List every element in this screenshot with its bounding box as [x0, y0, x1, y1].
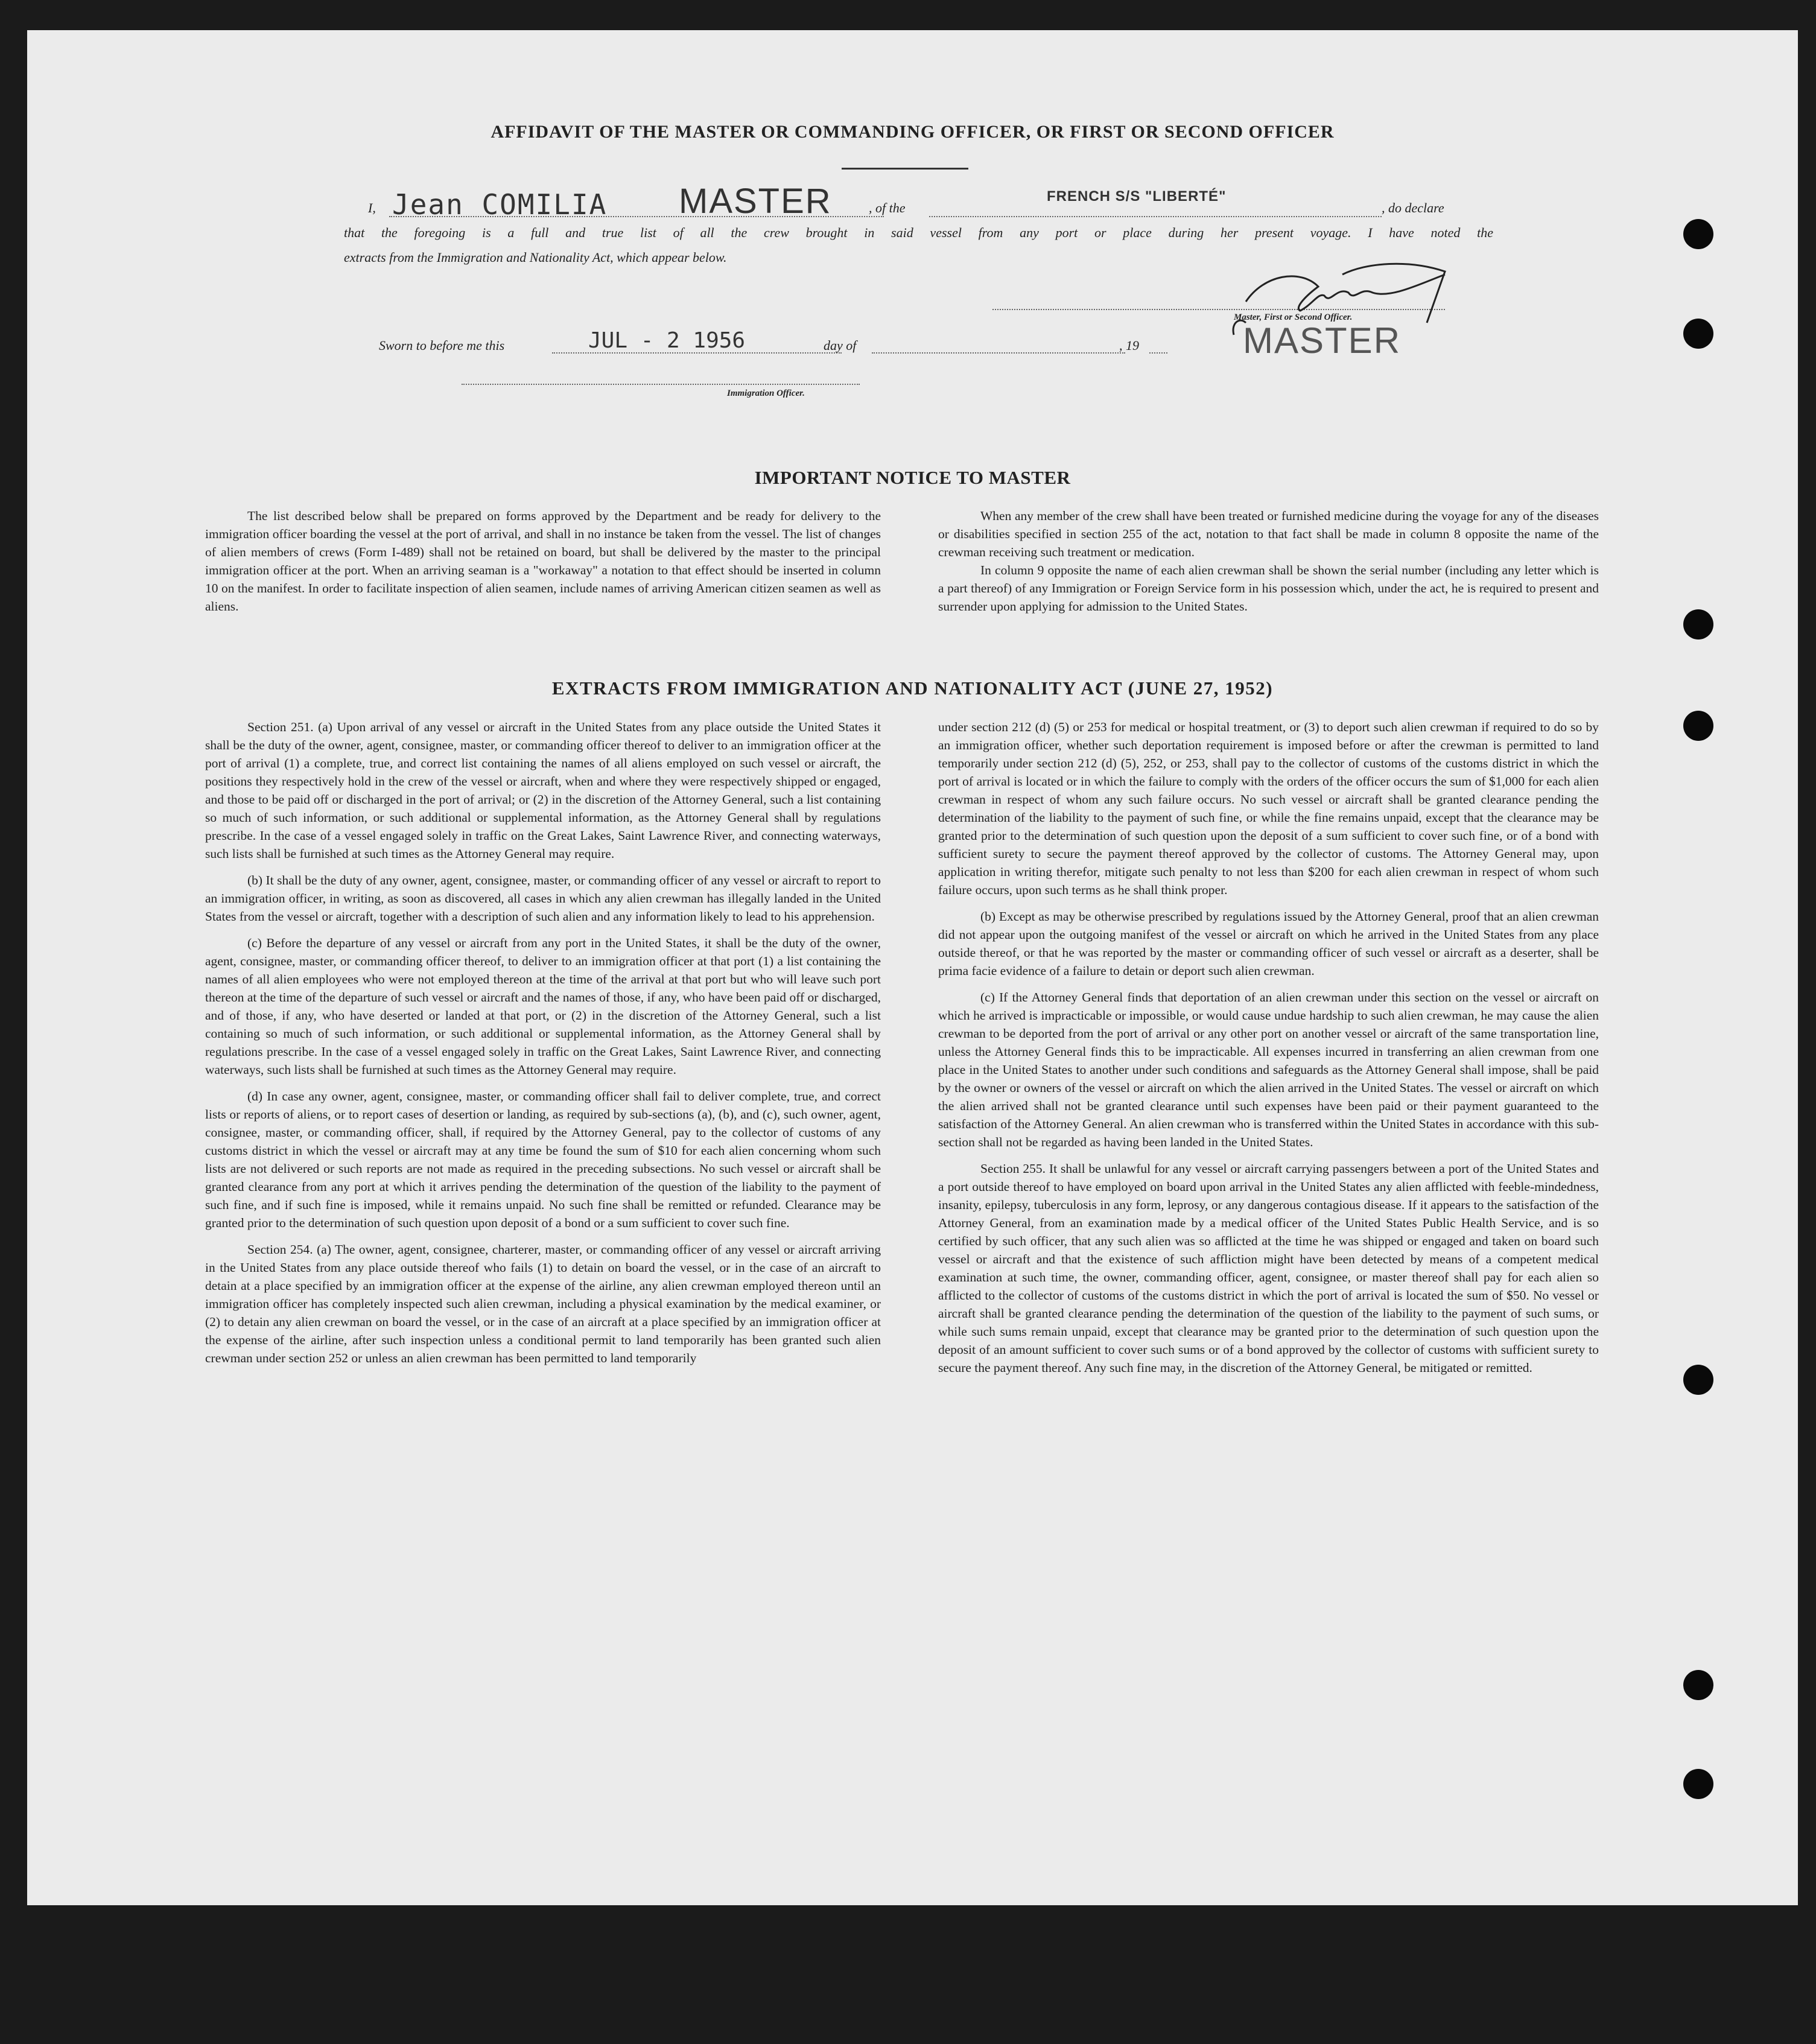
punch-hole [1683, 1769, 1713, 1799]
document-page [27, 30, 1798, 1905]
punch-hole [1683, 1670, 1713, 1700]
vessel-line [929, 216, 1382, 217]
master-stamp: MASTER [1243, 320, 1402, 361]
notice-paragraph: The list described below shall be prepared on forms approved by the Department and be ready for delivery to the immigration officer boarding the vessel at the port of arrival, and shall in no instance be taken from the vessel. The list of changes of alien members of crews (Form I-489) shall not be retained on board, but shall be delivered by the master to the principal immigration officer at the port. When an arriving seaman is a "workaway" a notation to that effect should be inserted in column 10 on the manifest. In order to facilitate inspection of alien seamen, include names of arriving American citizen seamen as well as aliens. [205, 509, 881, 614]
rank-stamp: MASTER [679, 182, 832, 221]
section-254-b: (b) Except as may be otherwise prescribed by regulations issued by the Attorney General, proof that an alien crewman did not appear upon the outgoing manifest of the vessel or aircraft on which he arrived in the United States from any place outside thereof, or that he was reported by the master or commanding officer of such vessel or aircraft as a deserter, shall be prima facie evidence of a failure to detain or deport such alien crewman. [938, 909, 1599, 978]
extracts-left-column [205, 718, 881, 1376]
section-254-a: Section 254. (a) The owner, agent, consignee, charterer, master, or commanding officer of any vessel or aircraft arriving in the United States from any place outside thereof who fails (1) to detain on board the vessel, or in the case of an aircraft to detain at a place specified by an immigration officer at the expense of the airline, any alien crewman employed thereon until an immigration officer has completely inspected such alien crewman, including a physical examination by the medical examiner, or (2) to detain any alien crewman on board the vessel, or in the case of an aircraft at a place specified by an immigration officer at the expense of the airline, after such inspection unless a conditional permit to land temporarily has been granted such alien crewman under section 252 or unless an alien crewman has been permitted to land temporarily [205, 1242, 881, 1365]
officer-caption: Immigration Officer. [727, 389, 805, 398]
sworn-label: Sworn to before me this [379, 338, 505, 353]
of-the-text: , of the [869, 200, 906, 215]
section-254-c: (c) If the Attorney General finds that deportation of an alien crewman under this section on the vessel or aircraft on which he arrived is impracticable or impossible, or would cause undue hardship to such alien crewman, he may cause the alien crewman to be deported from the port of arrival or any other port on another vessel or aircraft of the same transportation line, unless the Attorney General finds this to be impracticable. All expenses incurred in transferring an alien crewman from one place in the United States to another under such conditions and safeguards as the Attorney General shall impose, shall be paid by the owner or owners of the vessel or aircraft on which the alien arrived in the United States. The vessel or aircraft on which the alien arrived shall not be granted clearance until such expenses have been paid or their payment guaranteed to the satisfaction of the Attorney General. An alien crewman who is transferred within the United States in accordance with this sub-section shall not be regarded as having been landed in the United States. [938, 990, 1599, 1149]
sworn-date-stamp: JUL - 2 1956 [588, 328, 746, 353]
notice-paragraph: When any member of the crew shall have been treated or furnished medicine during the voyage for any of the diseases or disabilities specified in section 255 of the act, notation to that fact shall be made in column 8 opposite the name of the crewman receiving such treatment or medication. [938, 509, 1599, 559]
i-prefix: I, [368, 200, 376, 215]
notice-paragraph: In column 9 opposite the name of each alien crewman shall be shown the serial number (including any letter which is a part thereof) of any Immigration or Foreign Service form in his possession which, under the act, he is required to present and surrender upon applying for admission to the United States. [938, 563, 1599, 614]
month-line [872, 352, 1125, 354]
title-rule [842, 168, 968, 170]
section-251-b: (b) It shall be the duty of any owner, agent, consignee, master, or commanding officer of any vessel or aircraft to report to an immigration officer, in writing, as soon as discovered, all cases in which any alien crewman has illegally landed in the United States from the vessel or aircraft, together with a description of such alien and any information likely to lead to his apprehension. [205, 873, 881, 924]
extracts-title: EXTRACTS FROM IMMIGRATION AND NATIONALITY ACT (JUNE 27, 1952) [551, 678, 1274, 699]
vessel-name-stamp: FRENCH S/S "LIBERTÉ" [1047, 188, 1227, 205]
extracts-right-column [938, 718, 1599, 1385]
punch-hole [1683, 319, 1713, 349]
year-prefix: , 19 [1119, 338, 1139, 353]
notice-right-column [938, 507, 1599, 624]
master-caption: Master, First or Second Officer. [1234, 313, 1353, 322]
day-of-text: day of [824, 338, 857, 353]
punch-hole [1683, 219, 1713, 249]
do-declare-text: , do declare [1382, 200, 1444, 215]
punch-hole [1683, 609, 1713, 640]
section-251-d: (d) In case any owner, agent, consignee, master, or commanding officer shall fail to deliver complete, true, and correct lists or reports of aliens, or to report cases of desertion or landing, as required by sub-sections (a), (b), and (c), such owner, agent, consignee, master, or commanding officer, shall, if required by the Attorney General, pay to the collector of customs of any customs district in which the vessel or aircraft may at any time be found the sum of $10 for each alien concerning whom such lists are not delivered or such reports are not made as required in the preceding subsections. No such vessel or aircraft shall be granted clearance from any port at which it arrives pending the determination of the question of the liability to the payment of such fine, and if such fine is imposed, while it remains unpaid. No such fine shall be remitted or refunded. Clearance may be granted prior to the determination of such question upon deposit of a bond or a sum sufficient to cover such fine. [205, 1089, 881, 1230]
section-254-a-cont: under section 212 (d) (5) or 253 for medical or hospital treatment, or (3) to deport such alien crewman if required to do so by an immigration officer, whether such deportation requirement is imposed before or after the crewman is permitted to land temporarily under section 212 (d) (5), 252, or 253, shall pay to the collector of customs of the customs district in which the port of arrival is located or in which the failure to comply with the orders of the officer occurs the sum of $1,000 for each alien crewman in respect of whom any such failure occurs. No such vessel or aircraft shall be granted clearance pending the determination of the liability to the payment of such fine, or while the fine remains unpaid, except that the clearance may be granted prior to the determination of such question upon the deposit of a sum sufficient to cover such fine, or of a bond with sufficient surety to secure the payment thereof approved by the collector of customs. The Attorney General may, upon application in writing therefor, mitigate such penalty to not less than $200 for each alien crewman in respect of whom such failure occurs, upon such terms as he shall think proper. [938, 720, 1599, 897]
punch-hole [1683, 711, 1713, 741]
punch-hole [1683, 1365, 1713, 1395]
affidavit-title: AFFIDAVIT OF THE MASTER OR COMMANDING OFFICER, OR FIRST OR SECOND OFFICER [491, 122, 1335, 142]
affidavit-line-3: extracts from the Immigration and Nationality Act, which appear below. [344, 250, 727, 265]
section-251-c: (c) Before the departure of any vessel or aircraft from any port in the United States, it shall be the duty of the owner, agent, consignee, master, or commanding officer thereof, to deliver to an immigration officer at that port (1) a list containing the names of all alien employees who were not employed thereon at the time of the arrival at that port but who will leave such port thereon at the time of the departure of such vessel or aircraft and the names of those, if any, who have been paid off or discharged, and of those, if any, who have deserted or landed at that port, or (2) in the discretion of the Attorney General, such a list containing so much of such information, or such additional or supplemental information, as the Attorney General shall by regulations prescribe. In the case of a vessel engaged solely in traffic on the Great Lakes, Saint Lawrence River, and connecting waterways, such lists shall be furnished at such times as the Attorney General may require. [205, 936, 881, 1077]
affidavit-line-2: that the foregoing is a full and true list of all the crew brought in said vessel from any port or place during her present voyage. I have noted the [344, 225, 1493, 240]
notice-title: IMPORTANT NOTICE TO MASTER [754, 467, 1071, 488]
master-name: Jean COMILIA [392, 188, 608, 221]
notice-left-column [205, 507, 881, 624]
section-255: Section 255. It shall be unlawful for any vessel or aircraft carrying passengers between a port of the United States and a port outside thereof to have employed on board upon arrival in the United States any alien afflicted with feeble-mindedness, insanity, epilepsy, tuberculosis in any form, leprosy, or any dangerous contagious disease. If it appears to the satisfaction of the Attorney General, from an examination made by a medical officer of the United States Public Health Service, and is so certified by such officer, that any such alien was so afflicted at the time he was shipped or engaged and taken on board such vessel or aircraft and that the existence of such affliction might have been detected by means of a competent medical examination at such time, the owner, commanding officer, agent, consignee, or master thereof shall pay for each alien so afflicted to the collector of customs of the customs district in which the port of arrival is located the sum of $50. No vessel or aircraft shall be granted clearance pending the determination of the question of the liability to the payment of such sums, or while such sums remain unpaid, except that clearance may be granted prior to the determination of such question upon the deposit of an amount sufficient to cover such sums or of a bond approved by the collector of customs with sufficient surety to secure the payment thereof. Any such fine may, in the discretion of the Attorney General, be mitigated or remitted. [938, 1161, 1599, 1375]
year-line [1149, 352, 1167, 354]
section-251-a: Section 251. (a) Upon arrival of any vessel or aircraft in the United States from any place outside the United States it shall be the duty of the owner, agent, consignee, master, or commanding officer thereof to deliver to an immigration officer at the port of arrival (1) a complete, true, and correct list containing the names of all aliens employed on such vessel or aircraft, the positions they respectively hold in the crew of the vessel or aircraft, when and where they were respectively shipped or engaged, and those to be paid off or discharged in the port of arrival; or (2) in the discretion of the Attorney General, such a list containing so much of such information, or such additional or supplemental information, as the Attorney General shall by regulations prescribe. In the case of a vessel engaged solely in traffic on the Great Lakes, Saint Lawrence River, and connecting waterways, such lists shall be furnished at such times as the Attorney General may require. [205, 720, 881, 861]
officer-line [462, 384, 860, 385]
